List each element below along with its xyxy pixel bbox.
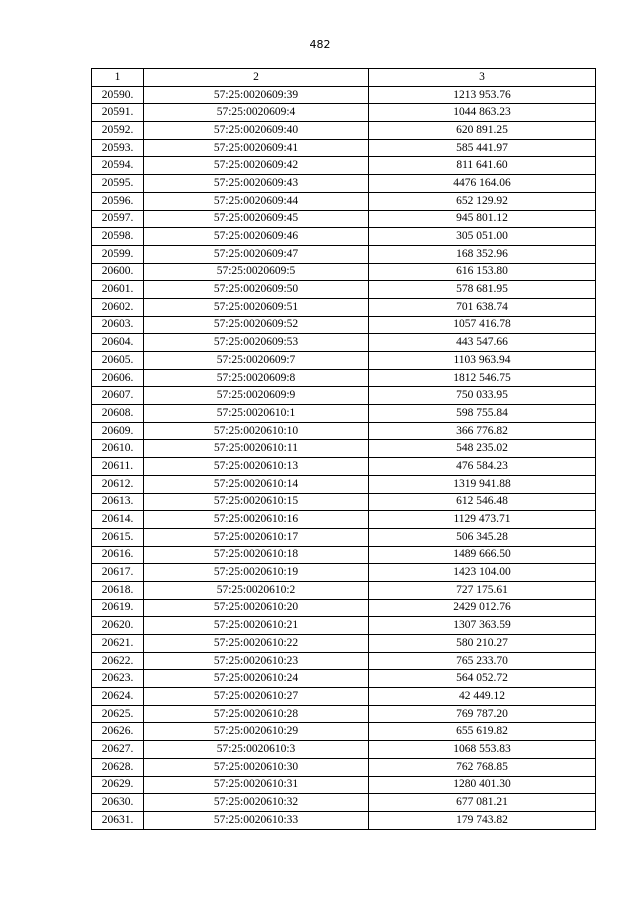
cadastral-number-cell: 57:25:0020610:16 — [144, 511, 369, 529]
cadastral-number-cell: 57:25:0020609:45 — [144, 210, 369, 228]
table-row — [92, 811, 596, 829]
row-number-cell: 20611. — [92, 458, 144, 476]
cadastral-number-cell: 57:25:0020609:9 — [144, 387, 369, 405]
column-header-1: 1 — [92, 69, 144, 87]
value-cell: 945 801.12 — [369, 210, 596, 228]
cadastral-number-cell: 57:25:0020610:29 — [144, 723, 369, 741]
value-cell: 677 081.21 — [369, 794, 596, 812]
value-cell: 580 210.27 — [369, 635, 596, 653]
cadastral-number-cell: 57:25:0020609:8 — [144, 369, 369, 387]
table-row — [92, 564, 596, 582]
table-body — [92, 86, 596, 829]
value-cell: 727 175.61 — [369, 581, 596, 599]
value-cell: 2429 012.76 — [369, 599, 596, 617]
row-number-cell: 20608. — [92, 405, 144, 423]
value-cell: 1103 963.94 — [369, 352, 596, 370]
table-row — [92, 334, 596, 352]
cadastral-number-cell: 57:25:0020609:46 — [144, 228, 369, 246]
table-header — [92, 69, 596, 87]
value-cell: 366 776.82 — [369, 422, 596, 440]
row-number-cell: 20592. — [92, 122, 144, 140]
column-header-2: 2 — [144, 69, 369, 87]
row-number-cell: 20616. — [92, 546, 144, 564]
row-number-cell: 20607. — [92, 387, 144, 405]
row-number-cell: 20621. — [92, 635, 144, 653]
cadastral-number-cell: 57:25:0020610:1 — [144, 405, 369, 423]
table-row — [92, 405, 596, 423]
table-row — [92, 86, 596, 104]
table-row — [92, 599, 596, 617]
cadastral-number-cell: 57:25:0020609:47 — [144, 245, 369, 263]
table-row — [92, 281, 596, 299]
value-cell: 168 352.96 — [369, 245, 596, 263]
row-number-cell: 20613. — [92, 493, 144, 511]
cadastral-number-cell: 57:25:0020610:13 — [144, 458, 369, 476]
row-number-cell: 20618. — [92, 581, 144, 599]
row-number-cell: 20595. — [92, 175, 144, 193]
cadastral-number-cell: 57:25:0020610:22 — [144, 635, 369, 653]
table-row — [92, 104, 596, 122]
row-number-cell: 20590. — [92, 86, 144, 104]
cadastral-number-cell: 57:25:0020610:30 — [144, 758, 369, 776]
value-cell: 564 052.72 — [369, 670, 596, 688]
value-cell: 1068 553.83 — [369, 741, 596, 759]
table-row — [92, 776, 596, 794]
row-number-cell: 20601. — [92, 281, 144, 299]
table-row — [92, 139, 596, 157]
table-row — [92, 652, 596, 670]
value-cell: 750 033.95 — [369, 387, 596, 405]
row-number-cell: 20600. — [92, 263, 144, 281]
value-cell: 762 768.85 — [369, 758, 596, 776]
value-cell: 811 641.60 — [369, 157, 596, 175]
table-row — [92, 475, 596, 493]
value-cell: 585 441.97 — [369, 139, 596, 157]
cadastral-number-cell: 57:25:0020610:23 — [144, 652, 369, 670]
row-number-cell: 20620. — [92, 617, 144, 635]
cadastral-number-cell: 57:25:0020610:27 — [144, 688, 369, 706]
table-row — [92, 298, 596, 316]
row-number-cell: 20594. — [92, 157, 144, 175]
row-number-cell: 20593. — [92, 139, 144, 157]
table-row — [92, 635, 596, 653]
cadastral-number-cell: 57:25:0020610:17 — [144, 528, 369, 546]
table-row — [92, 670, 596, 688]
table-row — [92, 369, 596, 387]
row-number-cell: 20591. — [92, 104, 144, 122]
row-number-cell: 20597. — [92, 210, 144, 228]
value-cell: 4476 164.06 — [369, 175, 596, 193]
cadastral-number-cell: 57:25:0020610:14 — [144, 475, 369, 493]
value-cell: 1044 863.23 — [369, 104, 596, 122]
value-cell: 620 891.25 — [369, 122, 596, 140]
table-row — [92, 493, 596, 511]
row-number-cell: 20609. — [92, 422, 144, 440]
row-number-cell: 20610. — [92, 440, 144, 458]
table-row — [92, 210, 596, 228]
table-row — [92, 581, 596, 599]
table-row — [92, 723, 596, 741]
value-cell: 1812 546.75 — [369, 369, 596, 387]
cadastral-number-cell: 57:25:0020610:19 — [144, 564, 369, 582]
cadastral-number-cell: 57:25:0020609:50 — [144, 281, 369, 299]
cadastral-number-cell: 57:25:0020609:43 — [144, 175, 369, 193]
cadastral-number-cell: 57:25:0020610:21 — [144, 617, 369, 635]
table-row — [92, 192, 596, 210]
cadastral-number-cell: 57:25:0020610:24 — [144, 670, 369, 688]
row-number-cell: 20598. — [92, 228, 144, 246]
cadastral-number-cell: 57:25:0020609:41 — [144, 139, 369, 157]
column-header-3: 3 — [369, 69, 596, 87]
table-row — [92, 688, 596, 706]
row-number-cell: 20615. — [92, 528, 144, 546]
cadastral-number-cell: 57:25:0020609:7 — [144, 352, 369, 370]
header-row — [92, 69, 596, 87]
table-row — [92, 705, 596, 723]
row-number-cell: 20623. — [92, 670, 144, 688]
value-cell: 765 233.70 — [369, 652, 596, 670]
table-row — [92, 617, 596, 635]
row-number-cell: 20606. — [92, 369, 144, 387]
row-number-cell: 20619. — [92, 599, 144, 617]
table-row — [92, 157, 596, 175]
value-cell: 578 681.95 — [369, 281, 596, 299]
row-number-cell: 20627. — [92, 741, 144, 759]
value-cell: 655 619.82 — [369, 723, 596, 741]
row-number-cell: 20614. — [92, 511, 144, 529]
row-number-cell: 20631. — [92, 811, 144, 829]
value-cell: 1423 104.00 — [369, 564, 596, 582]
table-row — [92, 228, 596, 246]
table-row — [92, 794, 596, 812]
cadastral-number-cell: 57:25:0020609:5 — [144, 263, 369, 281]
value-cell: 1489 666.50 — [369, 546, 596, 564]
value-cell: 1129 473.71 — [369, 511, 596, 529]
row-number-cell: 20624. — [92, 688, 144, 706]
value-cell: 652 129.92 — [369, 192, 596, 210]
value-cell: 1319 941.88 — [369, 475, 596, 493]
row-number-cell: 20602. — [92, 298, 144, 316]
table-row — [92, 122, 596, 140]
cadastral-number-cell: 57:25:0020610:20 — [144, 599, 369, 617]
table-row — [92, 528, 596, 546]
table-row — [92, 422, 596, 440]
cadastral-number-cell: 57:25:0020609:52 — [144, 316, 369, 334]
value-cell: 506 345.28 — [369, 528, 596, 546]
cadastral-number-cell: 57:25:0020610:10 — [144, 422, 369, 440]
row-number-cell: 20617. — [92, 564, 144, 582]
table-row — [92, 245, 596, 263]
row-number-cell: 20605. — [92, 352, 144, 370]
value-cell: 305 051.00 — [369, 228, 596, 246]
table-row — [92, 440, 596, 458]
value-cell: 612 546.48 — [369, 493, 596, 511]
data-table — [91, 68, 596, 830]
value-cell: 1307 363.59 — [369, 617, 596, 635]
cadastral-number-cell: 57:25:0020610:32 — [144, 794, 369, 812]
cadastral-number-cell: 57:25:0020610:28 — [144, 705, 369, 723]
table-row — [92, 758, 596, 776]
value-cell: 701 638.74 — [369, 298, 596, 316]
row-number-cell: 20604. — [92, 334, 144, 352]
row-number-cell: 20612. — [92, 475, 144, 493]
page-number: 482 — [309, 38, 331, 51]
value-cell: 1280 401.30 — [369, 776, 596, 794]
value-cell: 548 235.02 — [369, 440, 596, 458]
table-row — [92, 387, 596, 405]
table-row — [92, 175, 596, 193]
table-row — [92, 352, 596, 370]
row-number-cell: 20622. — [92, 652, 144, 670]
row-number-cell: 20599. — [92, 245, 144, 263]
cadastral-number-cell: 57:25:0020610:18 — [144, 546, 369, 564]
row-number-cell: 20629. — [92, 776, 144, 794]
cadastral-number-cell: 57:25:0020610:3 — [144, 741, 369, 759]
value-cell: 42 449.12 — [369, 688, 596, 706]
cadastral-number-cell: 57:25:0020609:39 — [144, 86, 369, 104]
cadastral-number-cell: 57:25:0020609:42 — [144, 157, 369, 175]
value-cell: 616 153.80 — [369, 263, 596, 281]
value-cell: 769 787.20 — [369, 705, 596, 723]
value-cell: 179 743.82 — [369, 811, 596, 829]
table-row — [92, 741, 596, 759]
cadastral-number-cell: 57:25:0020610:31 — [144, 776, 369, 794]
value-cell: 443 547.66 — [369, 334, 596, 352]
value-cell: 476 584.23 — [369, 458, 596, 476]
row-number-cell: 20625. — [92, 705, 144, 723]
cadastral-number-cell: 57:25:0020610:33 — [144, 811, 369, 829]
table-row — [92, 263, 596, 281]
value-cell: 1057 416.78 — [369, 316, 596, 334]
value-cell: 1213 953.76 — [369, 86, 596, 104]
cadastral-number-cell: 57:25:0020610:2 — [144, 581, 369, 599]
table-row — [92, 316, 596, 334]
table-row — [92, 511, 596, 529]
row-number-cell: 20603. — [92, 316, 144, 334]
table-row — [92, 546, 596, 564]
cadastral-number-cell: 57:25:0020609:4 — [144, 104, 369, 122]
row-number-cell: 20628. — [92, 758, 144, 776]
cadastral-number-cell: 57:25:0020610:15 — [144, 493, 369, 511]
row-number-cell: 20630. — [92, 794, 144, 812]
cadastral-number-cell: 57:25:0020609:53 — [144, 334, 369, 352]
table-row — [92, 458, 596, 476]
row-number-cell: 20596. — [92, 192, 144, 210]
value-cell: 598 755.84 — [369, 405, 596, 423]
row-number-cell: 20626. — [92, 723, 144, 741]
cadastral-number-cell: 57:25:0020609:40 — [144, 122, 369, 140]
cadastral-number-cell: 57:25:0020609:51 — [144, 298, 369, 316]
cadastral-number-cell: 57:25:0020610:11 — [144, 440, 369, 458]
cadastral-number-cell: 57:25:0020609:44 — [144, 192, 369, 210]
